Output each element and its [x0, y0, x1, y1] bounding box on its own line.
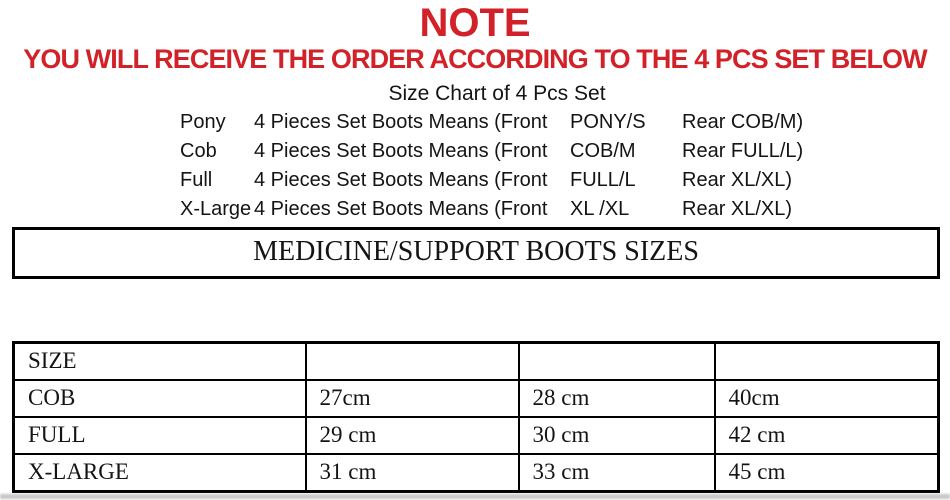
size-name-cell: X-LARGE	[14, 454, 306, 492]
set-size-label: X-Large	[180, 198, 252, 220]
pcs-set-row-xlarge	[180, 195, 950, 224]
note-subtitle: YOU WILL RECEIVE THE ORDER ACCORDING TO THE 4 PCS SET BELOW	[23, 44, 927, 74]
banner-title: MEDICINE/SUPPORT BOOTS SIZES	[253, 236, 699, 267]
set-desc-label: 4 Pieces Set Boots Means (Front	[254, 169, 548, 191]
set-front-label: PONY/S	[570, 111, 646, 133]
measurement-cell: 30 cm	[519, 417, 715, 454]
bottom-shadow-divider	[0, 494, 950, 499]
size-name-cell: FULL	[14, 417, 306, 454]
table-row-size	[14, 343, 939, 381]
table-row-xlarge	[14, 454, 939, 492]
size-chart-heading: Size Chart of 4 Pcs Set	[388, 82, 606, 105]
pcs-set-row-full	[180, 166, 950, 195]
measurement-cell: 45 cm	[715, 454, 939, 492]
set-size-label: Pony	[180, 111, 226, 133]
set-desc-label: 4 Pieces Set Boots Means (Front	[254, 198, 548, 220]
set-rear-label: Rear FULL/L)	[682, 140, 804, 162]
empty-cell	[306, 343, 519, 381]
measurement-cell: 40cm	[715, 380, 939, 417]
measurement-cell: 31 cm	[306, 454, 519, 492]
size-chart-page	[0, 2, 950, 499]
set-front-label: FULL/L	[570, 169, 636, 191]
set-front-label: COB/M	[570, 140, 636, 162]
set-desc-label: 4 Pieces Set Boots Means (Front	[254, 111, 548, 133]
note-title: NOTE	[419, 1, 531, 45]
set-front-label: XL /XL	[570, 198, 630, 220]
measurement-cell: 28 cm	[519, 380, 715, 417]
set-size-label: Full	[180, 169, 213, 191]
pcs-set-list	[180, 108, 950, 224]
pcs-set-row-cob	[180, 137, 950, 166]
set-desc-label: 4 Pieces Set Boots Means (Front	[254, 140, 548, 162]
set-rear-label: Rear COB/M)	[682, 111, 804, 133]
pcs-set-row-pony	[180, 108, 950, 137]
size-header-cell: SIZE	[14, 343, 306, 381]
size-name-cell: COB	[14, 380, 306, 417]
table-row-cob	[14, 380, 939, 417]
set-rear-label: Rear XL/XL)	[682, 198, 793, 220]
measurement-cell: 27cm	[306, 380, 519, 417]
measurement-cell: 29 cm	[306, 417, 519, 454]
table-row-full	[14, 417, 939, 454]
medicine-boots-banner	[12, 227, 940, 279]
set-rear-label: Rear XL/XL)	[682, 169, 793, 191]
empty-cell	[715, 343, 939, 381]
boots-size-table	[12, 341, 940, 493]
set-size-label: Cob	[180, 140, 217, 162]
measurement-cell: 42 cm	[715, 417, 939, 454]
empty-cell	[519, 343, 715, 381]
measurement-cell: 33 cm	[519, 454, 715, 492]
